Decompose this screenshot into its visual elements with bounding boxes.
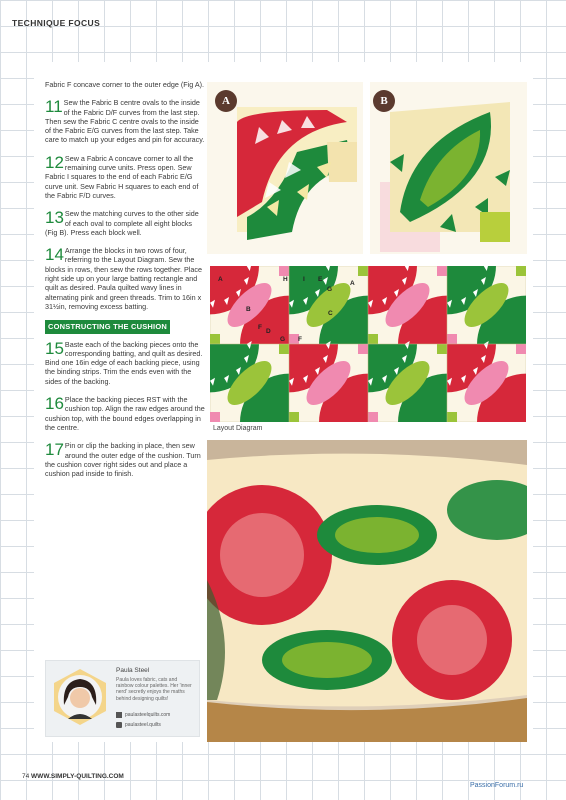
figure-b-quilt-block [370, 82, 527, 254]
diagram-letter: I [303, 276, 305, 283]
designer-name: Paula Steel [116, 667, 150, 674]
diagram-letter: D [266, 328, 271, 335]
step-number: 16 [45, 394, 64, 414]
step-text: Arrange the blocks in two rows of four, referring to the Layout Diagram. Sew the blocks in rows, then sew the rows together. Place right side up on your large batting rectangle and quilt as desired. Paula quilted wavy lines in alternating pink and green threads. Trim to 16in x 31½in, removing excess batting. [45, 246, 203, 311]
instagram-text: paulasteel.quilts [125, 722, 161, 728]
site-url: WWW.SIMPLY-QUILTING.COM [31, 773, 124, 780]
figure-b-photo [370, 82, 527, 254]
step-number: 13 [45, 208, 64, 228]
instagram-link[interactable] [116, 722, 161, 728]
step-number: 11 [45, 97, 63, 117]
instagram-icon [116, 722, 122, 728]
designer-bio [45, 660, 200, 737]
diagram-letter: F [258, 324, 262, 331]
step-text: Sew the matching curves to the other side of each oval to complete all eight blocks (Fig B). Press each block well. [45, 209, 199, 237]
designer-avatar [50, 667, 110, 727]
cushion-photo [207, 440, 527, 742]
diagram-letter: E [318, 276, 323, 283]
step-16 [45, 395, 205, 432]
layout-diagram-svg [210, 266, 526, 422]
section-label: TECHNIQUE FOCUS [12, 18, 101, 28]
page-number: 74 [22, 773, 30, 780]
step-number: 14 [45, 245, 64, 265]
diagram-letter: H [283, 276, 288, 283]
step-number: 15 [45, 338, 64, 358]
step-text: Baste each of the backing pieces onto the corresponding batting, and quilt as desired. Bind one 16in edge of each backing piece, using the binding strips. Trim the ends even with the sides of the backing. [45, 339, 203, 386]
section-heading: CONSTRUCTING THE CUSHION [45, 320, 170, 333]
layout-diagram-caption: Layout Diagram [213, 425, 263, 432]
step-number: 17 [45, 440, 64, 460]
diagram-letter: G [327, 286, 333, 293]
diagram-letter: A [350, 280, 355, 287]
figure-a-badge: A [215, 90, 237, 112]
layout-diagram [210, 266, 526, 422]
diagram-letter: G [280, 336, 286, 343]
step-text: Pin or clip the backing in place, then sew around the outer edge of the cushion. Turn the cushion cover right sides out and place a cushion pad inside to finish. [45, 441, 201, 479]
step-17 [45, 441, 205, 478]
diagram-letter: F [298, 336, 302, 343]
diagram-letter: C [328, 310, 333, 317]
step-12 [45, 154, 205, 200]
step-13 [45, 209, 205, 237]
step-15 [45, 340, 205, 386]
cushion-photo-image [207, 440, 527, 742]
step-text: Place the backing pieces RST with the cushion top. Align the raw edges around the cushion top, with the bound edges overlapping in the centre. [45, 395, 205, 432]
watermark: PassionForum.ru [470, 782, 524, 789]
designer-description: Paula loves fabric, cats and rainbow colour palettes. Her 'inner nerd' secretly enjoys the maths behind designing quilts! [116, 677, 192, 702]
step-14 [45, 246, 205, 311]
step-number: 12 [45, 152, 64, 172]
diagram-letter: B [246, 306, 251, 313]
page-footer [22, 773, 124, 780]
steps-list-cushion [45, 340, 205, 479]
website-text: paulasteelquilts.com [125, 712, 171, 718]
step-text: Sew the Fabric B centre ovals to the inside of the Fabric D/F curves from the last step. Then sew the Fabric C centre ovals to the inside of the Fabric E/G curves from the last step. Take care to match up your edges and pin for accuracy. [45, 98, 205, 145]
website-link[interactable] [116, 712, 170, 718]
intro-text: Fabric F concave corner to the outer edge (Fig A). [45, 80, 204, 89]
steps-list [45, 98, 205, 311]
figure-b-badge: B [373, 90, 395, 112]
figure-a-photo [207, 82, 363, 254]
diagram-letter: A [218, 276, 223, 283]
step-11 [45, 98, 205, 144]
website-icon [116, 712, 122, 718]
step-text: Sew a Fabric A concave corner to all the remaining curve units. Press open. Sew Fabric I squares to the end of each Fabric E/G curve unit. Sew Fabric H squares to each end of the Fabric F/D curves. [45, 153, 199, 200]
instructions-column [45, 80, 205, 487]
